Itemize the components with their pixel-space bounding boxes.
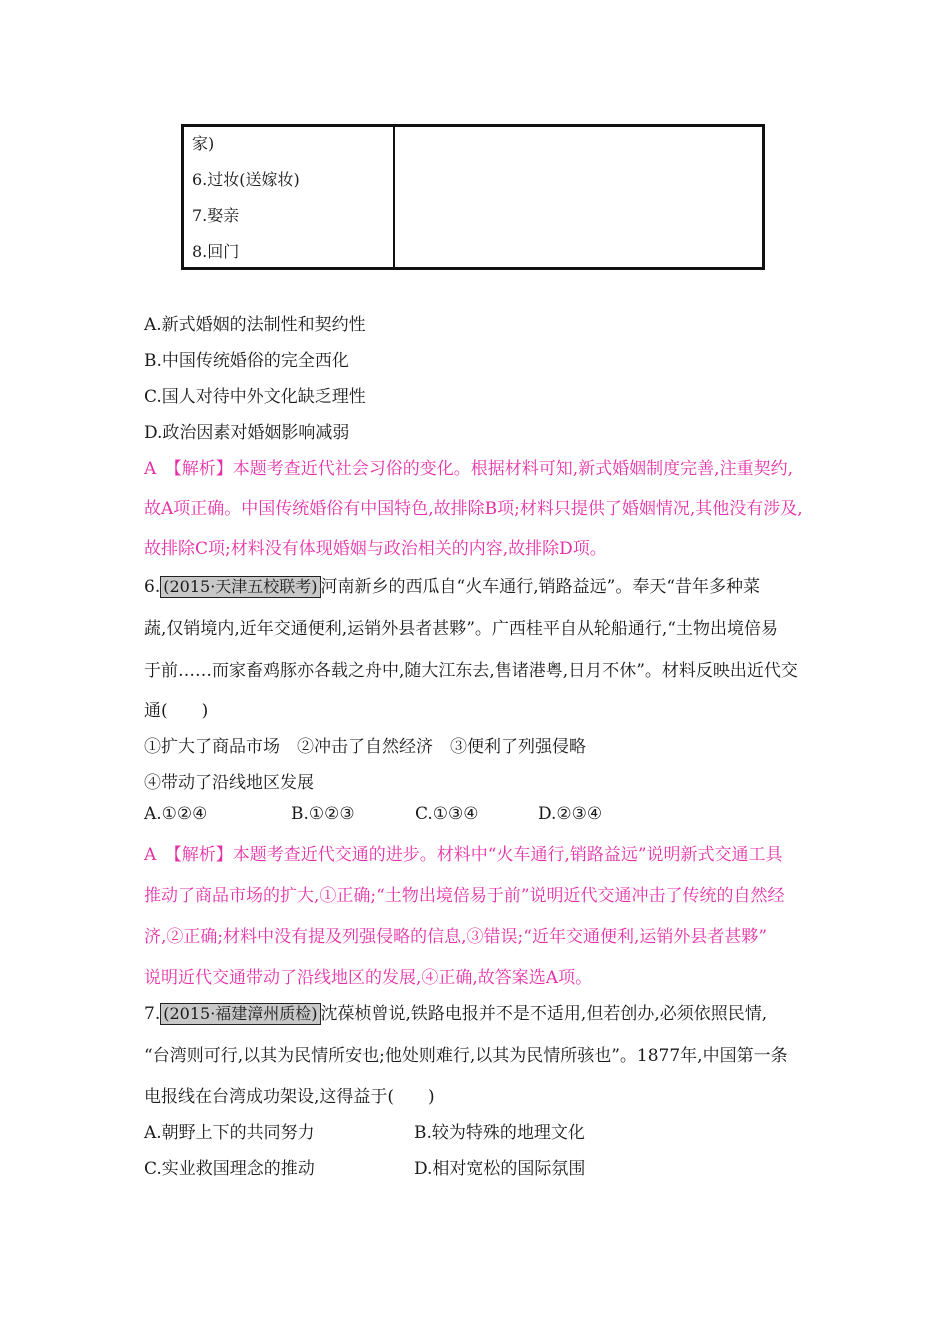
table-divider — [393, 127, 395, 267]
q6-stem-line: 蔬,仅销境内,近年交通便利,运销外县者甚夥”。广西桂平自从轮船通行,“土物出境倍易 — [144, 619, 778, 639]
q6-option-c: C.①③④ — [415, 804, 479, 824]
q6-item-line: ①扩大了商品市场 ②冲击了自然经济 ③便利了列强侵略 — [144, 737, 586, 757]
q7-source-tag: (2015·福建漳州质检) — [160, 1003, 320, 1025]
q6-stem-text: 河南新乡的西瓜自“火车通行,销路益远”。奉天“昔年多种菜 — [320, 577, 761, 597]
q6-number: 6. — [144, 577, 161, 597]
q7-option-c: C.实业救国理念的推动 — [144, 1159, 315, 1179]
q6-answer-line: A 【解析】本题考查近代交通的进步。材料中“火车通行,销路益远”说明新式交通工具 — [144, 845, 783, 865]
q7-stem-line: “台湾则可行,以其为民情所安也;他处则难行,以其为民情所骇也”。1877年,中国第一条 — [144, 1046, 788, 1066]
custom-table — [181, 124, 765, 270]
q7-option-b: B.较为特殊的地理文化 — [414, 1123, 585, 1143]
q7-number: 7. — [144, 1004, 161, 1024]
q7-option-a: A.朝野上下的共同努力 — [144, 1123, 315, 1143]
q5-option-b: B.中国传统婚俗的完全西化 — [144, 351, 349, 371]
table-cell-text: 家) — [192, 134, 215, 153]
q6-option-a: A.①②④ — [144, 804, 208, 824]
q6-stem-first — [144, 572, 760, 598]
q7-stem-first — [144, 999, 767, 1025]
q6-answer-line: 推动了商品市场的扩大,①正确;“土物出境倍易于前”说明近代交通冲击了传统的自然经 — [144, 886, 785, 906]
q7-stem-line: 电报线在台湾成功架设,这得益于( ) — [144, 1087, 435, 1107]
q6-item-line: ④带动了沿线地区发展 — [144, 773, 314, 793]
table-cell-text: 7.娶亲 — [192, 206, 240, 225]
q6-answer-line: 说明近代交通带动了沿线地区的发展,④正确,故答案选A项。 — [144, 968, 593, 988]
q7-stem-text: 沈葆桢曾说,铁路电报并不是不适用,但若创办,必须依照民情, — [320, 1004, 768, 1024]
q7-option-d: D.相对宽松的国际氛围 — [414, 1159, 586, 1179]
q6-stem-line: 于前……而家畜鸡豚亦各载之舟中,随大江东去,售诸港粤,日月不休”。材料反映出近代交 — [144, 661, 798, 681]
q5-answer-line: 故排除C项;材料没有体现婚姻与政治相关的内容,故排除D项。 — [144, 539, 607, 559]
q5-option-c: C.国人对待中外文化缺乏理性 — [144, 387, 366, 407]
q6-option-b: B.①②③ — [291, 804, 355, 824]
q6-stem-line: 通( ) — [144, 701, 209, 721]
q5-option-d: D.政治因素对婚姻影响减弱 — [144, 423, 350, 443]
q6-option-d: D.②③④ — [538, 804, 603, 824]
q6-answer-line: 济,②正确;材料中没有提及列强侵略的信息,③错误;“近年交通便利,运销外县者甚夥” — [144, 927, 768, 947]
q5-option-a: A.新式婚姻的法制性和契约性 — [144, 315, 366, 335]
q6-source-tag: (2015·天津五校联考) — [160, 576, 320, 598]
q5-answer-line: A 【解析】本题考查近代社会习俗的变化。根据材料可知,新式婚姻制度完善,注重契约, — [144, 459, 793, 479]
table-cell-text: 8.回门 — [192, 242, 240, 261]
table-cell-text: 6.过妆(送嫁妆) — [192, 170, 300, 189]
q5-answer-line: 故A项正确。中国传统婚俗有中国特色,故排除B项;材料只提供了婚姻情况,其他没有涉及, — [144, 499, 803, 519]
